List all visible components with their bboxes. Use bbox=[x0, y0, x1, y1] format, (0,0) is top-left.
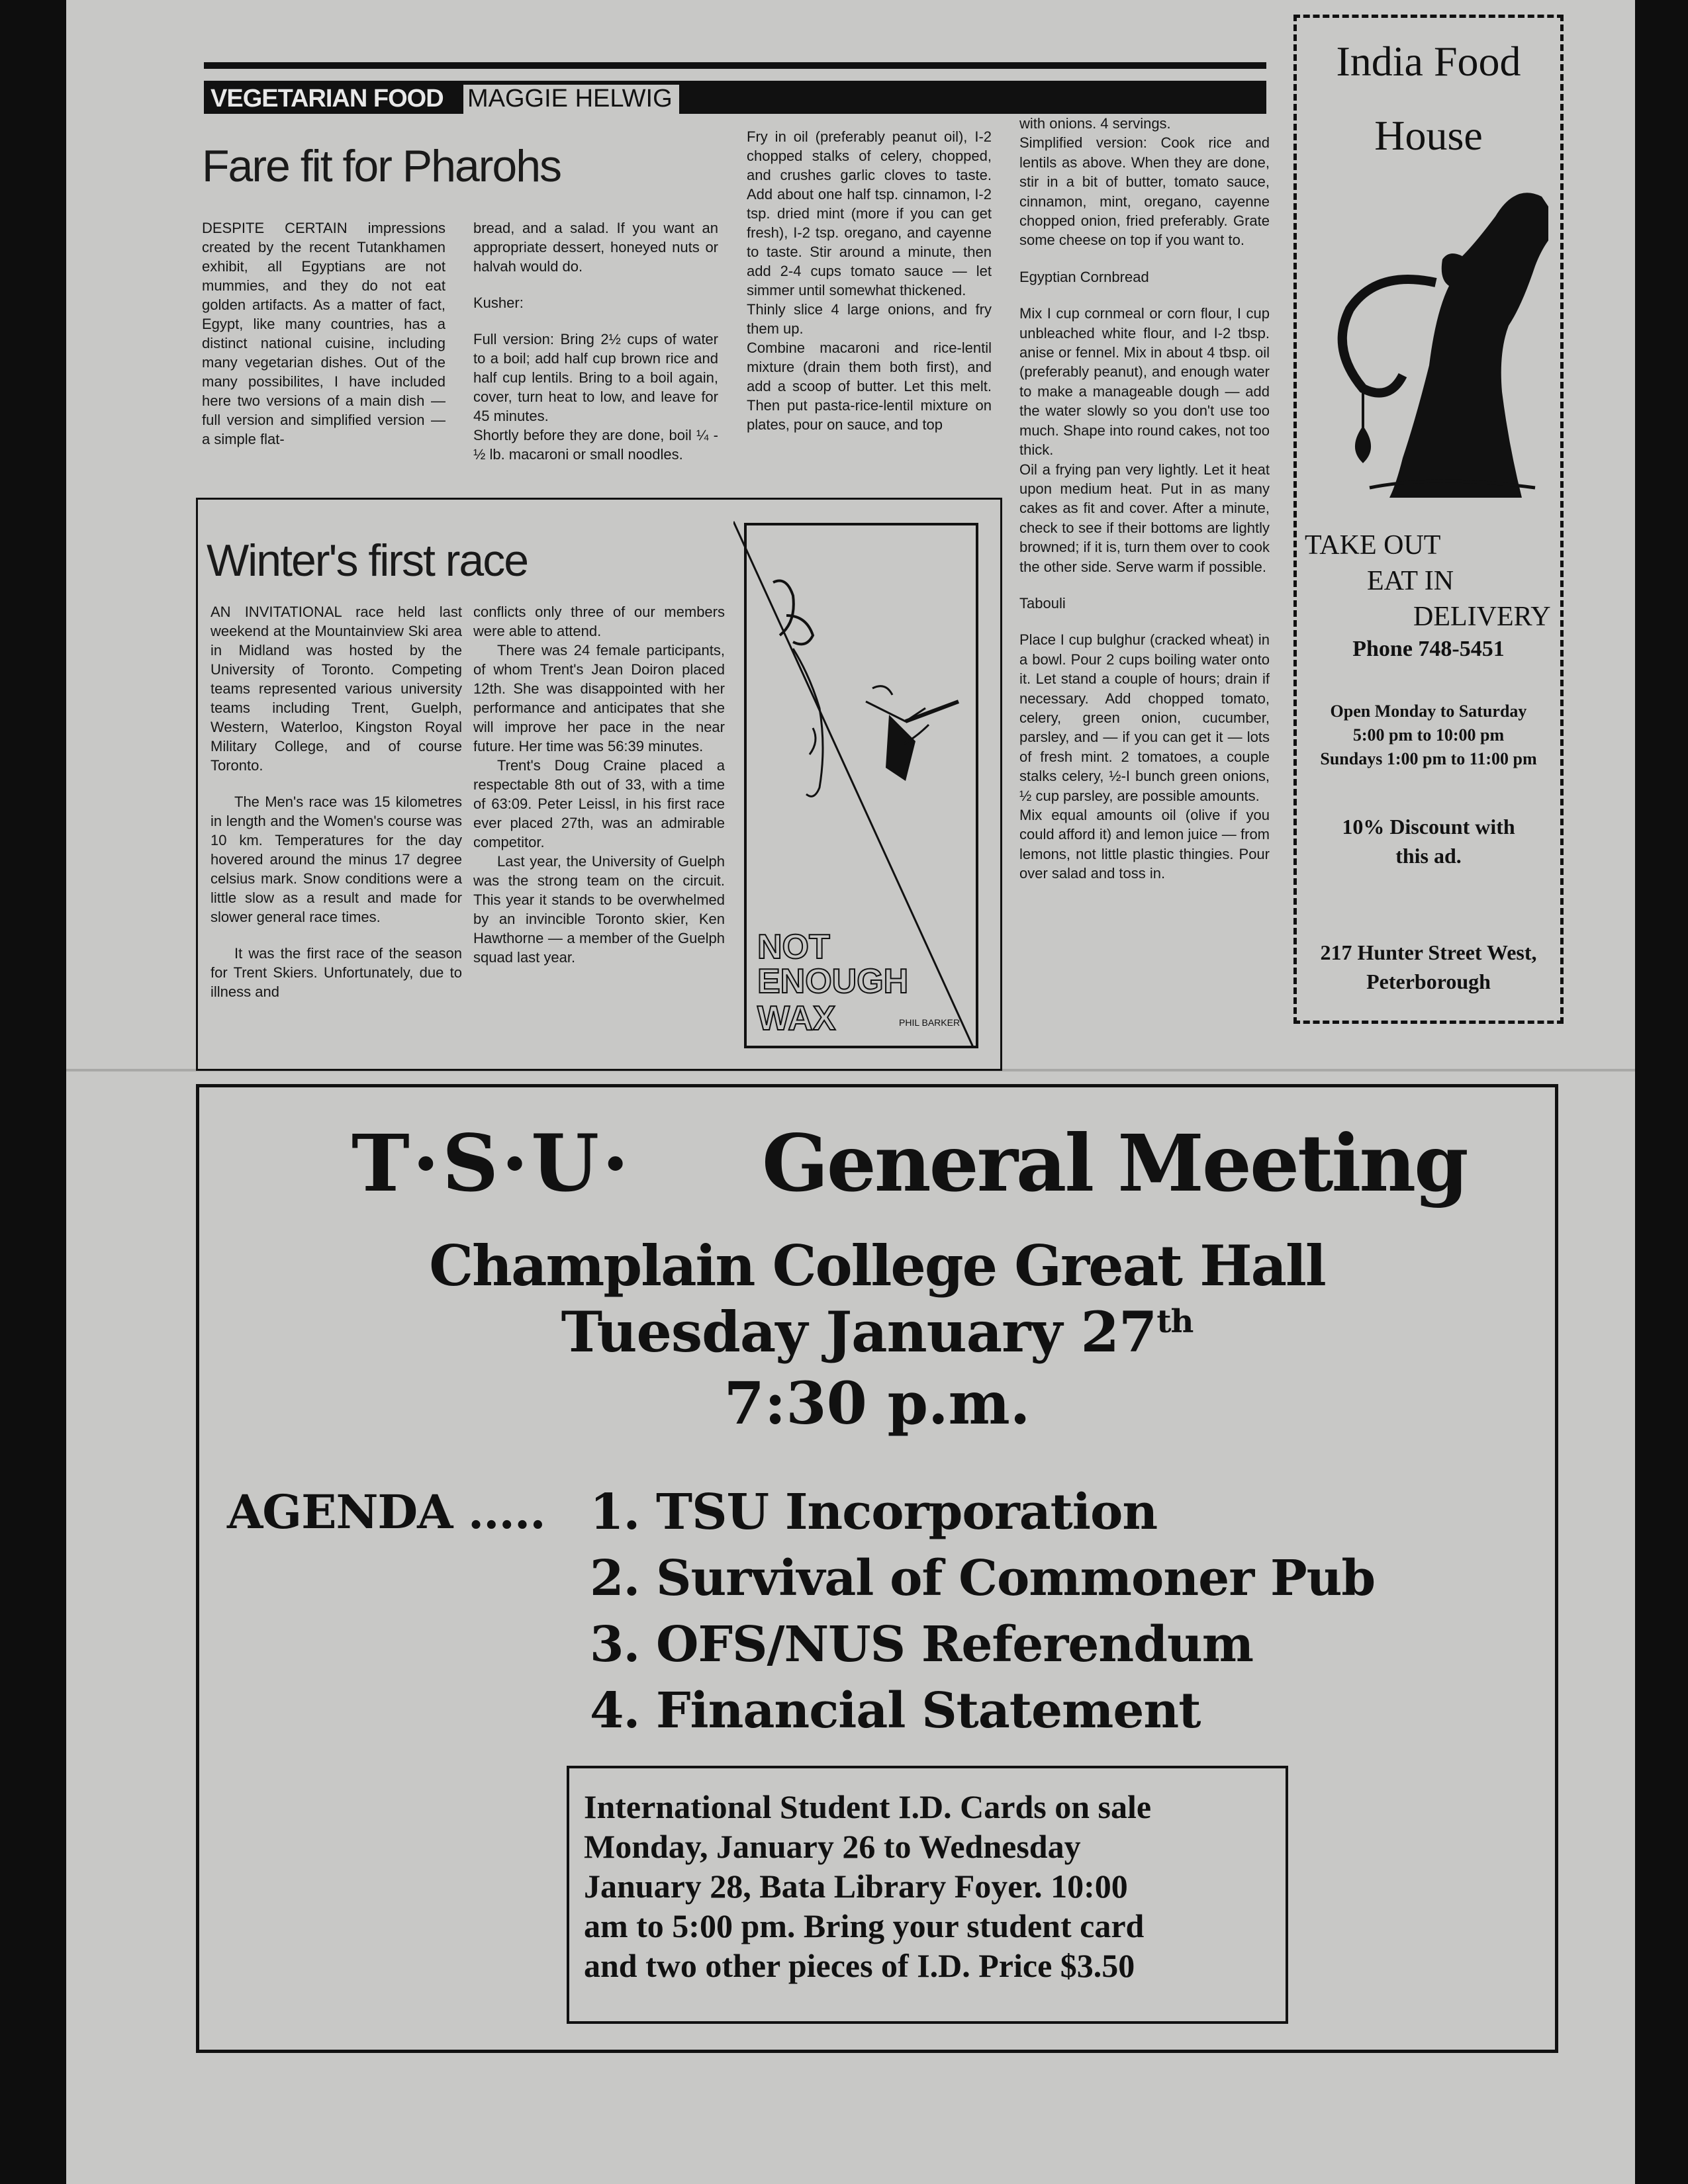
meeting-date-text: Tuesday January 27 bbox=[561, 1299, 1157, 1365]
date-suffix: th bbox=[1156, 1303, 1194, 1340]
discount-offer bbox=[1297, 812, 1560, 870]
dancer-silhouette-image bbox=[1317, 170, 1548, 521]
service-delivery: DELIVERY bbox=[1413, 602, 1551, 632]
paragraph: Shortly before they are done, boil ¼ - ½ lb. macaroni or small noodles. bbox=[473, 427, 718, 463]
paragraph: Oil a frying pan very lightly. Let it heat upon medium heat. Put in as many cakes as fit and cover. After a minute, check to see if their bottoms are lightly browned; if it is, turn them over to cook the other side. Serve warm if possible. bbox=[1019, 461, 1270, 575]
id-card-line: Monday, January 26 to Wednesday bbox=[584, 1828, 1081, 1865]
hours-line-1: Open Monday to Saturday bbox=[1330, 702, 1527, 721]
id-card-line: January 28, Bata Library Foyer. 10:00 bbox=[584, 1868, 1128, 1905]
ski-cartoon bbox=[733, 516, 998, 1066]
restaurant-advertisement bbox=[1293, 15, 1564, 1024]
paragraph: conflicts only three of our members were able to attend. bbox=[473, 604, 725, 639]
article2-column-1 bbox=[211, 602, 462, 1001]
tsu-meeting-notice bbox=[196, 1084, 1558, 2053]
paragraph: bread, and a salad. If you want an appropriate dessert, honeyed nuts or halvah would do. bbox=[473, 220, 718, 275]
meeting-venue: Champlain College Great Hall bbox=[429, 1233, 1325, 1298]
paragraph: Simplified version: Cook rice and lentils as above. When they are done, stir in a bit of butter, tomato sauce, cinnamon, mint, oregano, cayenne chopped onion, fried preferably. Grate some cheese on top if you want to. bbox=[1019, 134, 1270, 249]
section-label: VEGETARIAN FOOD bbox=[211, 85, 444, 113]
recipe-heading: Kusher: bbox=[473, 295, 524, 311]
agenda-item: 1. TSU Incorporation bbox=[590, 1484, 1158, 1541]
id-card-notice bbox=[584, 1787, 1151, 1985]
recipe-heading: Egyptian Cornbread bbox=[1019, 268, 1149, 285]
paragraph: The Men's race was 15 kilometres in length and the Women's course was 10 km. Temperatures for the day hovered around the minus 17 degree celsius mark. Snow conditions were a little slow as a result and made for slower general race times. bbox=[211, 794, 462, 925]
paragraph: Mix equal amounts oil (olive if you could afford it) and lemon juice — from lemons, not little plastic thingies. Pour over salad and toss in. bbox=[1019, 807, 1270, 882]
restaurant-address bbox=[1297, 938, 1560, 996]
meeting-date bbox=[199, 1299, 1555, 1365]
discount-line-1: 10% Discount with bbox=[1342, 815, 1515, 839]
paragraph: DESPITE CERTAIN impressions created by the recent Tutankhamen exhibit, all Egyptians are not mummies, and they do not eat golden artifacts. As a matter of fact, Egypt, like many countries, has a distinct national cuisine, including many vegetarian dishes. Out of the many possibilites, I have included here two versions of a main dish — full version and simplified version — a simple flat- bbox=[202, 220, 445, 447]
paragraph: It was the first race of the season for Trent Skiers. Unfortunately, due to illness and bbox=[211, 945, 462, 1000]
paragraph: with onions. 4 servings. bbox=[1019, 115, 1171, 132]
article2-column-2 bbox=[473, 602, 725, 967]
address-line-1: 217 Hunter Street West, bbox=[1320, 940, 1537, 964]
phone-number: Phone 748-5451 bbox=[1352, 637, 1505, 661]
agenda-label: AGENDA ..... bbox=[227, 1484, 545, 1539]
restaurant-name-line-1: India Food bbox=[1336, 38, 1521, 85]
discount-line-2: this ad. bbox=[1395, 844, 1462, 868]
paragraph: Mix I cup cornmeal or corn flour, I cup unbleached white flour, and I-2 tbsp. anise or fennel. Mix in about 4 tbsp. oil (preferably peanut), and enough water to make a manageable dough — add the water slowly so you don't use too much. Shape into round cakes, not too thick. bbox=[1019, 305, 1270, 459]
article-title: Fare fit for Pharohs bbox=[202, 141, 561, 191]
id-card-line: am to 5:00 pm. Bring your student card bbox=[584, 1907, 1145, 1944]
article1-column-4 bbox=[1019, 114, 1270, 884]
article1-column-3 bbox=[747, 127, 992, 434]
paragraph: AN INVITATIONAL race held last weekend at the Mountainview Ski area in Midland was hosted by the University of Toronto. Competing teams represented various university teams including Trent, Guelph, Western, Waterloo, Kingston Royal Military College, and of course Toronto. bbox=[211, 604, 462, 774]
restaurant-name-line-2: House bbox=[1374, 112, 1483, 159]
cartoon-caption-line-1: NOT bbox=[757, 928, 830, 966]
restaurant-name bbox=[1297, 38, 1560, 159]
service-take-out: TAKE OUT bbox=[1305, 530, 1441, 561]
agenda-item: 3. OFS/NUS Referendum bbox=[590, 1616, 1254, 1673]
agenda-item: 4. Financial Statement bbox=[590, 1682, 1201, 1739]
cartoon-caption-line-3: WAX bbox=[757, 999, 836, 1038]
address-line-2: Peterborough bbox=[1366, 970, 1491, 993]
agenda-list bbox=[590, 1479, 1375, 1744]
cartoon-caption-line-2: ENOUGH bbox=[757, 962, 909, 1001]
paragraph: Trent's Doug Craine placed a respectable 8th out of 33, with a time of 63:09. Peter Leissl, in his first race ever placed 27th, was an admirable competitor. bbox=[473, 757, 725, 850]
organization-name: T·S·U· bbox=[352, 1117, 632, 1209]
section-header-bar bbox=[204, 81, 1266, 114]
paragraph: There was 24 female participants, of whom Trent's Jean Doiron placed 12th. She was disappointed with her performance and anticipates that she will improve her pace in the near future. Her time was 56:39 minutes. bbox=[473, 642, 725, 754]
id-card-line: and two other pieces of I.D. Price $3.50 bbox=[584, 1947, 1135, 1984]
service-eat-in: EAT IN bbox=[1367, 566, 1454, 596]
recipe-heading: Tabouli bbox=[1019, 594, 1066, 612]
article1-column-2 bbox=[473, 218, 718, 464]
meeting-time: 7:30 p.m. bbox=[724, 1369, 1031, 1437]
paragraph: Thinly slice 4 large onions, and fry them up. bbox=[747, 301, 992, 337]
id-card-notice-box bbox=[567, 1766, 1288, 2024]
meeting-title: General Meeting bbox=[762, 1117, 1467, 1209]
author-name: MAGGIE HELWIG bbox=[463, 85, 679, 114]
agenda-item: 2. Survival of Commoner Pub bbox=[590, 1550, 1376, 1607]
article1-column-1 bbox=[202, 218, 445, 449]
paragraph: Full version: Bring 2½ cups of water to a boil; add half cup brown rice and half cup lentils. Bring to a boil again, cover, turn heat to low, and leave for 45 minutes. bbox=[473, 331, 718, 424]
paragraph: Combine macaroni and rice-lentil mixture (drain them both first), and add a scoop of butter. Let this melt. Then put pasta-rice-lentil mixture on plates, pour on sauce, and top bbox=[747, 340, 992, 433]
service-options bbox=[1301, 527, 1559, 635]
ski-cartoon-drawing bbox=[733, 516, 998, 1066]
article-title: Winter's first race bbox=[207, 535, 528, 586]
opening-hours bbox=[1297, 700, 1560, 771]
hours-line-2: 5:00 pm to 10:00 pm bbox=[1352, 725, 1505, 745]
hours-line-3: Sundays 1:00 pm to 11:00 pm bbox=[1320, 749, 1537, 768]
paragraph: Last year, the University of Guelph was the strong team on the circuit. This year it stands to be overwhelmed by an invincible Toronto skier, Ken Hawthorne — a member of the Guelph squad last year. bbox=[473, 853, 725, 966]
cartoonist-signature: PHIL BARKER bbox=[899, 1017, 961, 1028]
paragraph: Fry in oil (preferably peanut oil), I-2 chopped stalks of celery, chopped, and crushes garlic cloves to taste. Add about one half tsp. cinnamon, I-2 tsp. dried mint (more if you can get fresh), I-2 tsp. oregano, and cayenne to taste. Stir around a minute, then add 2-4 cups tomato sauce — let simmer until somewhat thickened. bbox=[747, 128, 992, 298]
top-rule bbox=[204, 62, 1266, 69]
paragraph: Place I cup bulghur (cracked wheat) in a bowl. Pour 2 cups boiling water onto it. Let stand a couple of hours; drain if necessary. Add chopped tomato, celery, green onion, cucumber, parsley, and — if you can get it — lots of fresh mint. 2 tomatoes, a couple stalks celery, ½-I bunch green onions, ½ cup parsley, are possible amounts. bbox=[1019, 631, 1270, 804]
id-card-line: International Student I.D. Cards on sale bbox=[584, 1788, 1152, 1825]
